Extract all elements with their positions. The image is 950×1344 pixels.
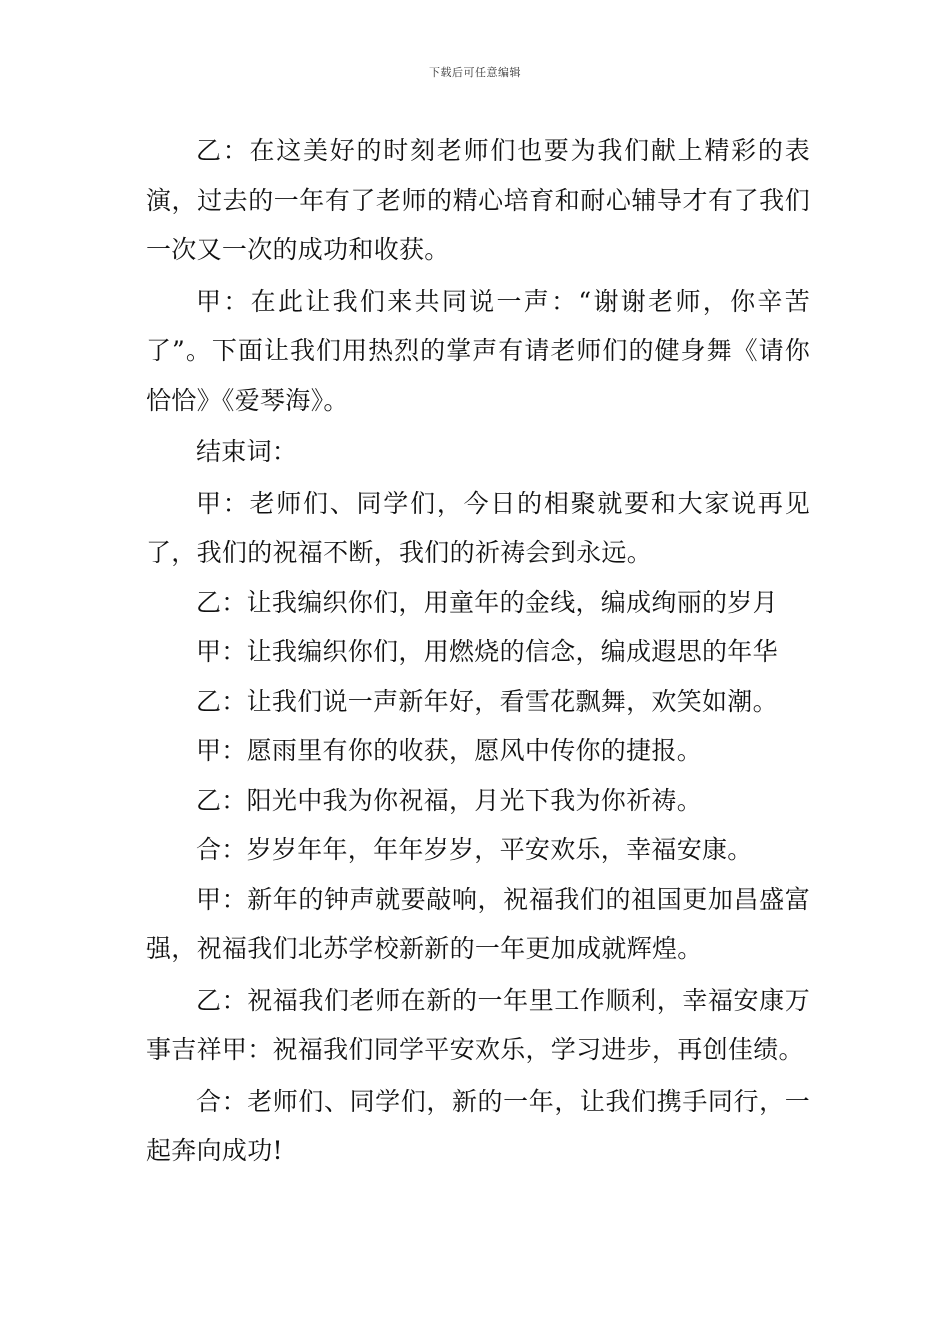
document-body: [146, 126, 810, 1176]
paragraph-closing-heading: 结束词：: [196, 437, 298, 466]
paragraph-yi-weave-childhood: 乙：让我编织你们，用童年的金线，编成绚丽的岁月: [196, 587, 778, 617]
paragraph-jia-farewell: 甲：老师们、同学们，今日的相聚就要和大家说再见了，我们的祝福不断，我们的祈祷会到永远。: [146, 488, 810, 567]
paragraph-yi-teachers-wishes: 乙：祝福我们老师在新的一年里工作顺利，幸福安康万事吉祥甲：祝福我们同学平安欢乐，学习进步，再创佳绩。: [146, 985, 810, 1064]
paragraph-he-together: 合：老师们、同学们，新的一年，让我们携手同行，一起奔向成功!: [146, 1086, 810, 1165]
paragraph-jia-harvest: 甲：愿雨里有你的收获，愿风中传你的捷报。: [196, 736, 703, 765]
paragraph-yi-new-year: 乙：让我们说一声新年好，看雪花飘舞，欢笑如潮。: [196, 686, 778, 716]
paragraph-yi-teachers-performance: 乙：在这美好的时刻老师们也要为我们献上精彩的表演，过去的一年有了老师的精心培育和耐心辅导才有了我们一次又一次的成功和收获。: [146, 136, 810, 264]
paragraph-jia-thanks-teachers: 甲：在此让我们来共同说一声：“谢谢老师，你辛苦了”。下面让我们用热烈的掌声有请老师们的健身舞《请你恰恰》《爱琴海》。: [146, 286, 810, 415]
paragraph-jia-bell: 甲：新年的钟声就要敲响，祝福我们的祖国更加昌盛富强，祝福我们北苏学校新新的一年更加成就辉煌。: [146, 884, 810, 963]
paragraph-yi-blessing: 乙：阳光中我为你祝福，月光下我为你祈祷。: [196, 785, 703, 815]
paragraph-he-peace: 合：岁岁年年，年年岁岁，平安欢乐，幸福安康。: [196, 835, 753, 864]
paragraph-jia-weave-belief: 甲：让我编织你们，用燃烧的信念，编成遐思的年华: [196, 637, 778, 666]
page-header-note: 下载后可任意编辑: [429, 66, 521, 79]
